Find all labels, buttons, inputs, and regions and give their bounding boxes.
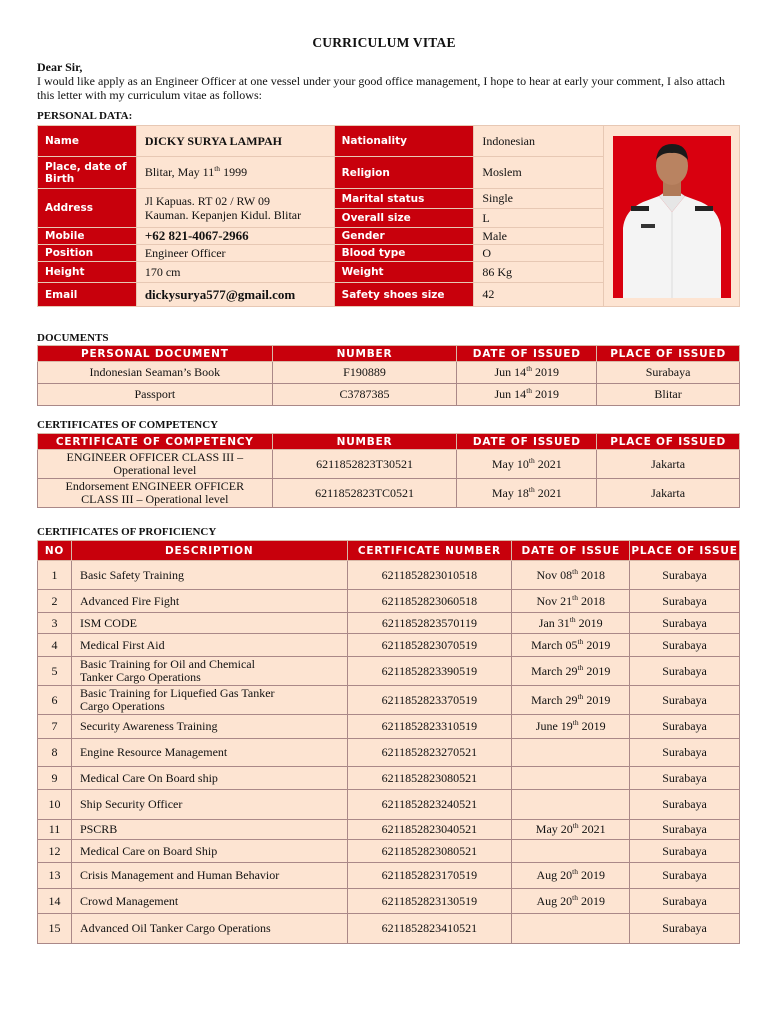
col-header: DATE OF ISSUED [457, 346, 597, 362]
proficiency-heading: CERTIFICATES OF PROFICIENCY [37, 526, 217, 538]
cert-number: 6211852823080521 [347, 840, 512, 863]
col-header: CERTIFICATE NUMBER [347, 541, 512, 561]
table-row [38, 590, 740, 613]
cert-description: Medical Care on Board Ship [71, 840, 347, 863]
cert-description: Basic Training for Liquefied Gas Tanker Cargo Operations [71, 686, 347, 715]
table-row [38, 657, 740, 686]
table-row [38, 914, 740, 944]
cert-description: Medical Care On Board ship [71, 767, 347, 790]
col-header: DESCRIPTION [71, 541, 347, 561]
personal-data-table [37, 125, 740, 307]
doc-date: Jun 14th 2019 [457, 362, 597, 384]
name-value: DICKY SURYA LAMPAH [136, 126, 334, 157]
doc-date: Jun 14th 2019 [457, 384, 597, 406]
cover-letter [37, 60, 737, 102]
intro-text: I would like apply as an Engineer Officer at one vessel under your good office management, I hope to hear at early your comment, I also attach this letter with my curriculum vitae as follows: [37, 74, 725, 102]
cert-number: 6211852823390519 [347, 657, 512, 686]
cert-place: Surabaya [630, 739, 740, 767]
personal-data-heading: PERSONAL DATA: [37, 110, 133, 122]
col-header: PERSONAL DOCUMENT [38, 346, 273, 362]
marital-value: Single [474, 189, 604, 209]
row-number: 10 [38, 790, 72, 820]
row-number: 13 [38, 863, 72, 889]
table-row [38, 561, 740, 590]
table-row [38, 362, 740, 384]
cert-date: Jan 31th 2019 [512, 613, 630, 634]
row-number: 7 [38, 715, 72, 739]
doc-number: F190889 [272, 362, 457, 384]
gender-value: Male [474, 228, 604, 245]
doc-place: Blitar [597, 384, 740, 406]
table-row [38, 479, 740, 508]
marital-label: Marital status [334, 189, 474, 209]
weight-label: Weight [334, 262, 474, 283]
table-row [38, 863, 740, 889]
proficiency-rows [38, 561, 740, 944]
cert-name: Endorsement ENGINEER OFFICER CLASS III – Operational level [38, 479, 273, 508]
height-label: Height [38, 262, 137, 283]
cert-name: ENGINEER OFFICER CLASS III – Operational level [38, 450, 273, 479]
size-value: L [474, 209, 604, 228]
col-header: NUMBER [272, 346, 457, 362]
cert-date: May 20th 2021 [512, 820, 630, 840]
row-number: 11 [38, 820, 72, 840]
cert-number: 6211852823070519 [347, 634, 512, 657]
cert-description: Advanced Fire Fight [71, 590, 347, 613]
page-title: CURRICULUM VITAE [312, 35, 456, 50]
cert-date: March 29th 2019 [512, 686, 630, 715]
col-header: PLACE OF ISSUED [597, 434, 740, 450]
cert-description: Ship Security Officer [71, 790, 347, 820]
size-label: Overall size [334, 209, 474, 228]
mobile-value: +62 821-4067-2966 [136, 228, 334, 245]
position-value: Engineer Officer [136, 245, 334, 262]
position-label: Position [38, 245, 137, 262]
cert-date [512, 840, 630, 863]
row-number: 3 [38, 613, 72, 634]
cert-description: Advanced Oil Tanker Cargo Operations [71, 914, 347, 944]
address-value: Jl Kapuas. RT 02 / RW 09 Kauman. Kepanjen Kidul. Blitar [136, 189, 334, 228]
cert-number: 6211852823060518 [347, 590, 512, 613]
salutation: Dear Sir, [37, 60, 83, 74]
doc-number: C3787385 [272, 384, 457, 406]
gender-label: Gender [334, 228, 474, 245]
cert-date: May 18th 2021 [457, 479, 597, 508]
col-header: NO [38, 541, 72, 561]
blood-value: O [474, 245, 604, 262]
email-label: Email [38, 283, 137, 307]
cert-date: Aug 20th 2019 [512, 863, 630, 889]
cert-place: Surabaya [630, 613, 740, 634]
cert-number: 6211852823270521 [347, 739, 512, 767]
cert-place: Surabaya [630, 914, 740, 944]
cert-date [512, 767, 630, 790]
doc-name: Passport [38, 384, 273, 406]
cert-description: Basic Training for Oil and Chemical Tanker Cargo Operations [71, 657, 347, 686]
table-row [38, 686, 740, 715]
col-header: CERTIFICATE OF COMPETENCY [38, 434, 273, 450]
cert-date: March 05th 2019 [512, 634, 630, 657]
table-row [38, 634, 740, 657]
row-number: 6 [38, 686, 72, 715]
cert-place: Surabaya [630, 820, 740, 840]
cert-date: Nov 21th 2018 [512, 590, 630, 613]
cert-place: Surabaya [630, 889, 740, 914]
table-row [38, 739, 740, 767]
cert-description: Crisis Management and Human Behavior [71, 863, 347, 889]
cert-date: May 10th 2021 [457, 450, 597, 479]
row-number: 15 [38, 914, 72, 944]
cert-date: Nov 08th 2018 [512, 561, 630, 590]
doc-place: Surabaya [597, 362, 740, 384]
row-number: 4 [38, 634, 72, 657]
height-value: 170 cm [136, 262, 334, 283]
cert-date [512, 914, 630, 944]
cert-description: ISM CODE [71, 613, 347, 634]
table-row [38, 767, 740, 790]
col-header: DATE OF ISSUED [457, 434, 597, 450]
proficiency-table [37, 540, 740, 944]
cert-number: 6211852823130519 [347, 889, 512, 914]
shoes-value: 42 [474, 283, 604, 307]
cert-description: Engine Resource Management [71, 739, 347, 767]
cert-place: Jakarta [597, 479, 740, 508]
weight-value: 86 Kg [474, 262, 604, 283]
col-header: NUMBER [272, 434, 457, 450]
cert-place: Surabaya [630, 840, 740, 863]
row-number: 2 [38, 590, 72, 613]
cert-place: Surabaya [630, 715, 740, 739]
cert-description: PSCRB [71, 820, 347, 840]
cert-place: Surabaya [630, 561, 740, 590]
cert-description: Medical First Aid [71, 634, 347, 657]
cert-number: 6211852823010518 [347, 561, 512, 590]
cert-number: 6211852823170519 [347, 863, 512, 889]
cert-date [512, 739, 630, 767]
name-label: Name [38, 126, 137, 157]
cert-place: Surabaya [630, 767, 740, 790]
cert-description: Basic Safety Training [71, 561, 347, 590]
row-number: 1 [38, 561, 72, 590]
table-row [38, 840, 740, 863]
cert-number: 6211852823410521 [347, 914, 512, 944]
cert-description: Security Awareness Training [71, 715, 347, 739]
person-photo-icon [613, 136, 731, 298]
shoes-label: Safety shoes size [334, 283, 474, 307]
cert-place: Jakarta [597, 450, 740, 479]
birth-value: Blitar, May 11th 1999 [136, 157, 334, 189]
cert-number: 6211852823570119 [347, 613, 512, 634]
photo-cell [604, 126, 740, 307]
table-row [38, 820, 740, 840]
cert-place: Surabaya [630, 634, 740, 657]
address-label: Address [38, 189, 137, 228]
competency-heading: CERTIFICATES OF COMPETENCY [37, 419, 219, 431]
col-header: DATE OF ISSUE [512, 541, 630, 561]
birth-label: Place, date of Birth [38, 157, 137, 189]
row-number: 14 [38, 889, 72, 914]
nationality-value: Indonesian [474, 126, 604, 157]
cert-number: 6211852823370519 [347, 686, 512, 715]
documents-heading: DOCUMENTS [37, 332, 109, 344]
cert-date: June 19th 2019 [512, 715, 630, 739]
doc-name: Indonesian Seaman’s Book [38, 362, 273, 384]
cert-place: Surabaya [630, 686, 740, 715]
row-number: 5 [38, 657, 72, 686]
cert-number: 6211852823T30521 [272, 450, 457, 479]
cert-place: Surabaya [630, 657, 740, 686]
cert-place: Surabaya [630, 590, 740, 613]
blood-label: Blood type [334, 245, 474, 262]
cert-number: 6211852823240521 [347, 790, 512, 820]
row-number: 8 [38, 739, 72, 767]
religion-label: Religion [334, 157, 474, 189]
col-header: PLACE OF ISSUED [597, 346, 740, 362]
row-number: 9 [38, 767, 72, 790]
cert-date: March 29th 2019 [512, 657, 630, 686]
nationality-label: Nationality [334, 126, 474, 157]
cert-place: Surabaya [630, 790, 740, 820]
cert-number: 6211852823310519 [347, 715, 512, 739]
col-header: PLACE OF ISSUE [630, 541, 740, 561]
table-row [38, 450, 740, 479]
mobile-label: Mobile [38, 228, 137, 245]
table-row [38, 715, 740, 739]
table-row [38, 384, 740, 406]
cert-place: Surabaya [630, 863, 740, 889]
cert-date: Aug 20th 2019 [512, 889, 630, 914]
documents-table [37, 345, 740, 406]
row-number: 12 [38, 840, 72, 863]
religion-value: Moslem [474, 157, 604, 189]
cert-number: 6211852823TC0521 [272, 479, 457, 508]
table-row [38, 613, 740, 634]
table-row [38, 889, 740, 914]
cert-description: Crowd Management [71, 889, 347, 914]
table-row [38, 790, 740, 820]
cert-number: 6211852823040521 [347, 820, 512, 840]
cert-date [512, 790, 630, 820]
email-value: dickysurya577@gmail.com [136, 283, 334, 307]
competency-table [37, 433, 740, 508]
cert-number: 6211852823080521 [347, 767, 512, 790]
